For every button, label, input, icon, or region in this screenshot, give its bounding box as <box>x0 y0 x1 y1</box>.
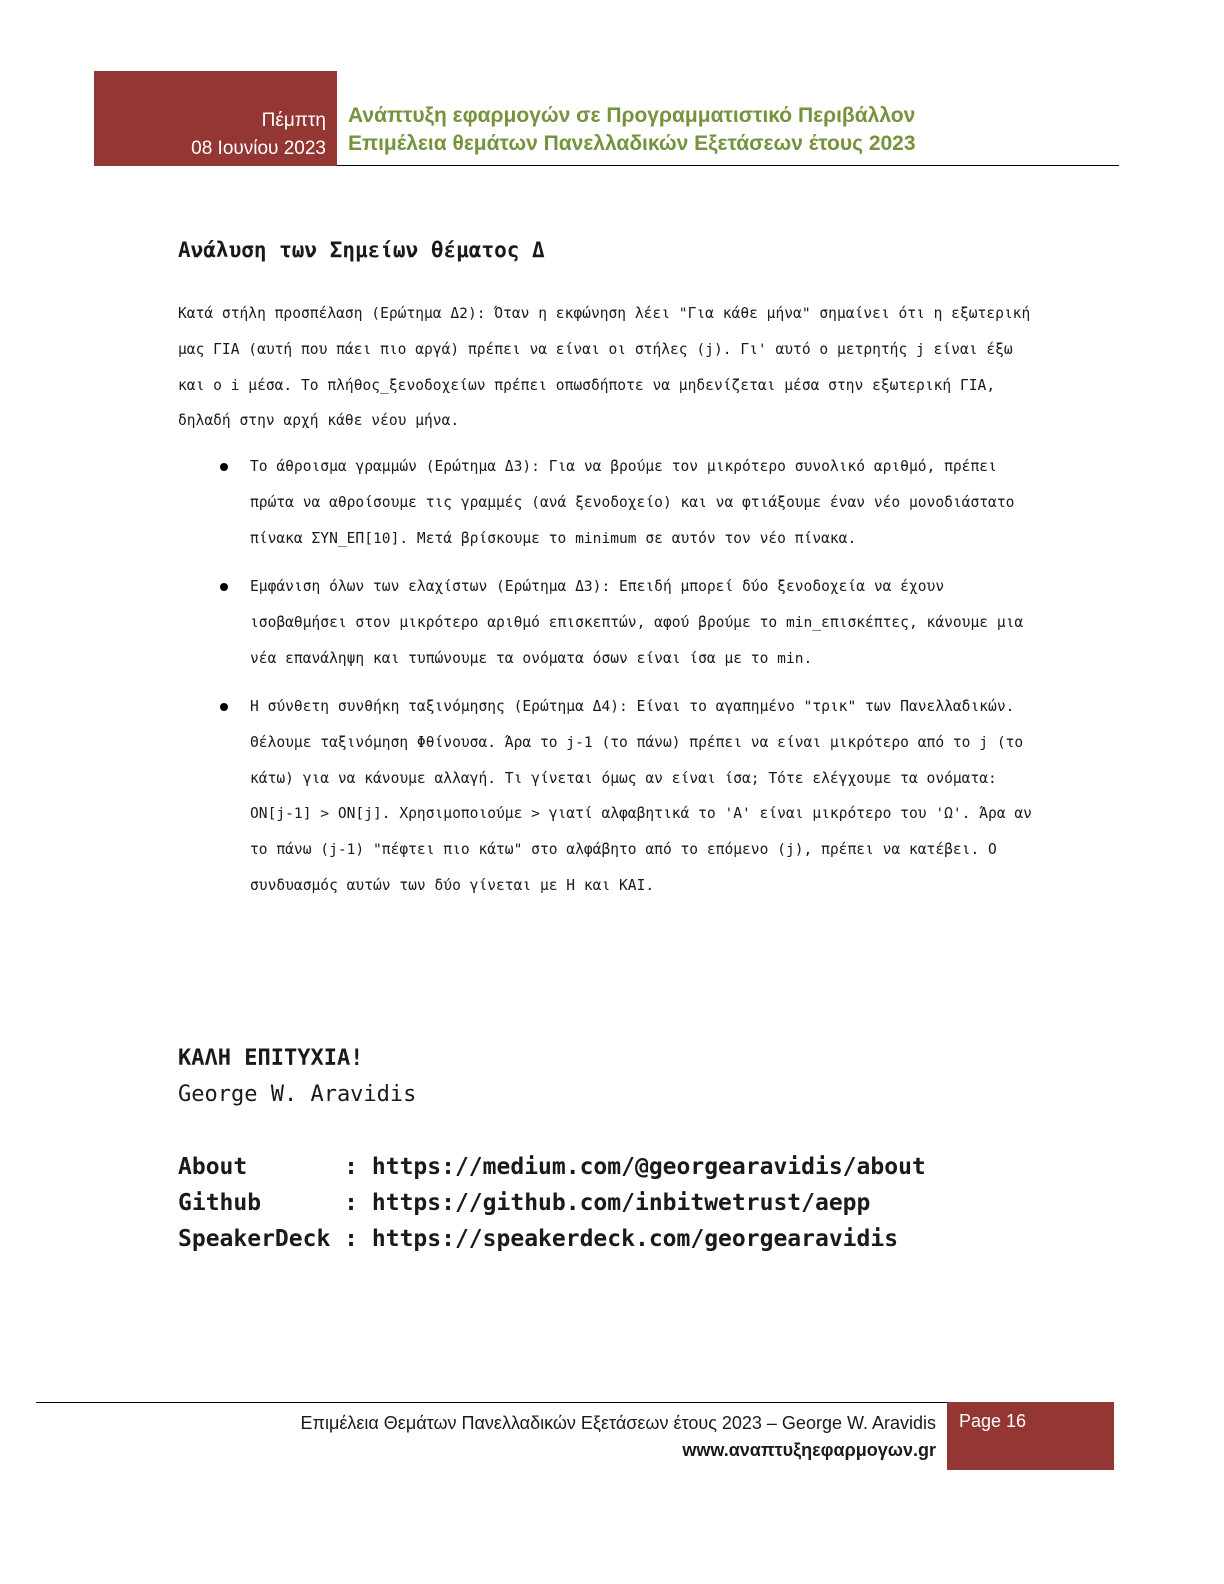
list-item <box>178 569 1038 676</box>
closing-block <box>178 1041 926 1257</box>
bullet-icon <box>220 583 228 591</box>
link-separator: : <box>344 1226 372 1252</box>
author-name: George W. Aravidis <box>178 1082 417 1107</box>
footer-divider <box>36 1402 947 1403</box>
list-item-text: Η σύνθετη συνθήκη ταξινόμησης (Ερώτημα Δ4): Είναι το αγαπημένο "τρικ" των Πανελλαδικών. Θέλουμε ταξινόμηση Φθίνουσα. Άρα το j-1 (το πάνω) πρέπει να είναι μικρότερο από το j (το κάτω) για να κάνουμε αλλαγή. Τι γίνεται όμως αν είναι ίσα; Τότε ελέγχουμε τα ονόματα: ΟΝ[j-1] > ΟΝ[j]. Χρησιμοποιούμε > γιατί αλφαβητικά το 'Α' είναι μικρότερο του 'Ω'. Άρα αν το πάνω (j-1) "πέφτει πιο κάτω" στο αλφάβητο από το επόμενο (j), πρέπει να κατέβει. Ο συνδυασμός αυτών των δύο γίνεται με Η και ΚΑΙ. <box>250 697 1032 894</box>
link-row-github <box>178 1185 926 1221</box>
footer-text <box>301 1410 936 1464</box>
github-link[interactable]: https://github.com/inbitwetrust/aepp <box>371 1190 871 1216</box>
header-title-line1: Ανάπτυξη εφαρμογών σε Προγραμματιστικό Περιβάλλον <box>348 104 916 127</box>
intro-paragraph: Κατά στήλη προσπέλαση (Ερώτημα Δ2): Όταν η εκφώνηση λέει "Για κάθε μήνα" σημαίνει ότι η εξωτερική μας ΓΙΑ (αυτή που πάει πιο αργά) πρέπει να είναι οι στήλες (j). Γι' αυτό ο μετρητής j είναι έξω και ο i μέσα. Το πλήθος_ξενοδοχείων πρέπει οπωσδήποτε να μηδενίζεται μέσα στην εξωτερική ΓΙΑ, δηλαδή στην αρχή κάθε νέου μήνα. <box>178 305 1031 430</box>
header-title-line2: Επιμέλεια θεμάτων Πανελλαδικών Εξετάσεων έτους 2023 <box>348 132 916 155</box>
list-item <box>178 449 1038 556</box>
header-date: 08 Ιουνίου 2023 <box>191 138 326 159</box>
header-title <box>348 102 916 158</box>
bullet-list <box>178 449 1038 904</box>
link-label: Github <box>178 1190 345 1216</box>
link-label: About <box>178 1154 345 1180</box>
link-label: SpeakerDeck <box>178 1226 345 1252</box>
bullet-icon <box>220 703 228 711</box>
main-content <box>178 230 1038 916</box>
header-date-box <box>94 71 337 166</box>
section-title: Ανάλυση των Σημείων θέματος Δ <box>178 238 545 262</box>
list-item <box>178 689 1038 904</box>
list-item-text: Το άθροισμα γραμμών (Ερώτημα Δ3): Για να βρούμε τον μικρότερο συνολικό αριθμό, πρέπει πρώτα να αθροίσουμε τις γραμμές (ανά ξενοδοχείο) και να φτιάξουμε έναν νέο μονοδιάστατο πίνακα ΣΥΝ_ΕΠ[10]. Μετά βρίσκουμε το minimum σε αυτόν τον νέο πίνακα. <box>250 458 1015 547</box>
link-row-speakerdeck <box>178 1221 926 1257</box>
link-row-about <box>178 1149 926 1185</box>
footer-site-link[interactable]: www.αναπτυξηεφαρμογων.gr <box>682 1440 936 1460</box>
header-divider <box>337 165 1119 166</box>
page-number-box <box>947 1402 1114 1470</box>
about-link[interactable]: https://medium.com/@georgearavidis/about <box>371 1154 926 1180</box>
bullet-icon <box>220 463 228 471</box>
link-separator: : <box>344 1154 372 1180</box>
footer-credit: Επιμέλεια Θεμάτων Πανελλαδικών Εξετάσεων έτους 2023 – George W. Aravidis <box>300 1413 936 1433</box>
link-separator: : <box>344 1190 372 1216</box>
speakerdeck-link[interactable]: https://speakerdeck.com/georgearavidis <box>371 1226 899 1252</box>
links-list <box>178 1149 926 1257</box>
list-item-text: Εμφάνιση όλων των ελαχίστων (Ερώτημα Δ3): Επειδή μπορεί δύο ξενοδοχεία να έχουν ισοβαθμήσει στον μικρότερο αριθμό επισκεπτών, αφού βρούμε το min_επισκέπτες, κάνουμε μια νέα επανάληψη και τυπώνουμε τα ονόματα όσων είναι ίσα με το min. <box>250 578 1024 667</box>
header-day: Πέμπτη <box>261 110 326 131</box>
good-luck-heading: ΚΑΛΗ ΕΠΙΤΥΧΙΑ! <box>178 1046 364 1071</box>
page-number: Page 16 <box>959 1411 1027 1431</box>
